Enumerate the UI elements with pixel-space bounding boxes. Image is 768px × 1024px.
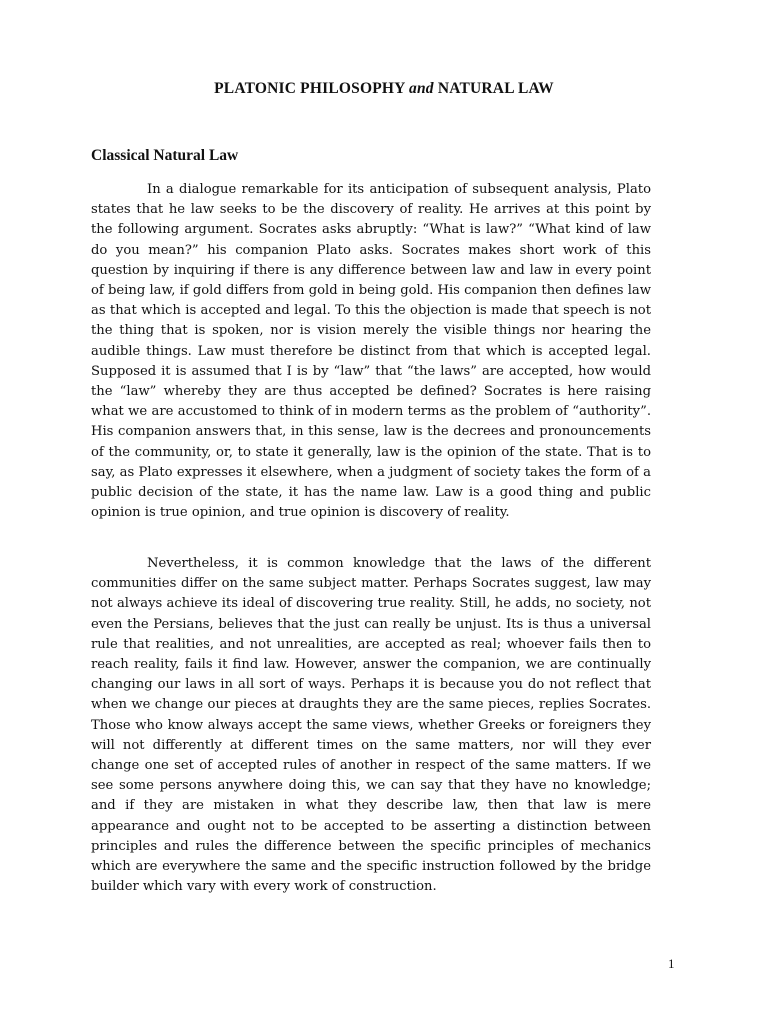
section-heading: Classical Natural Law	[91, 147, 239, 164]
page-number: 1	[668, 956, 675, 971]
document-title	[0, 80, 768, 98]
paragraph-1: In a dialogue remarkable for its anticipation of subsequent analysis, Plato states that he law seeks to be the discovery of reality. He arrives at this point by the following argument. Socrates asks abruptly: “What is law?” “What kind of law do you mean?” his companion Plato asks. Socrates makes short work of this question by inquiring if there is any difference between law and law in every point of being law, if gold differs from gold in being gold. His companion then defines law as that which is accepted and legal. To this the objection is made that speech is not the thing that is spoken, nor is vision merely the visible things nor hearing the audible things. Law must therefore be distinct from that which is accepted legal. Supposed it is assumed that I is by “law” that “the laws” are accepted, how would the “law” whereby they are thus accepted be defined? Socrates is here raising what we are accustomed to think of in modern terms as the problem of “authority”. His companion answers that, in this sense, law is the decrees and pronouncements of the community, or, to state it generally, law is the opinion of the state. That is to say, as Plato expresses it elsewhere, when a judgment of society takes the form of a public decision of the state, it has the name law. Law is a good thing and public opinion is true opinion, and true opinion is discovery of reality.	[91, 182, 651, 521]
paragraph-2: Nevertheless, it is common knowledge that the laws of the different communities differ on the same subject matter. Perhaps Socrates suggest, law may not always achieve its ideal of discovering true reality. Still, he adds, no society, not even the Persians, believes that the just can really be unjust. Its is thus a universal rule that realities, and not unrealities, are accepted as real; whoever fails then to reach reality, fails it find law. However, answer the companion, we are continually changing our laws in all sort of ways. Perhaps it is because you do not reflect that when we change our pieces at draughts they are the same pieces, replies Socrates. Those who know always accept the same views, whether Greeks or foreigners they will not differently at different times on the same matters, nor will they ever change one set of accepted rules of another in respect of the same matters. If we see some persons anywhere doing this, we can say that they have no knowledge; and if they are mistaken in what they describe law, then that law is mere appearance and ought not to be accepted to be asserting a distinction between principles and rules the difference between the specific principles of mechanics which are everywhere the same and the specific instruction followed by the bridge builder which vary with every work of construction.	[91, 556, 651, 895]
title-part-2: NATURAL LAW	[433, 80, 554, 97]
title-part-1: PLATONIC PHILOSOPHY	[214, 80, 410, 97]
title-italic-and: and	[409, 80, 434, 97]
